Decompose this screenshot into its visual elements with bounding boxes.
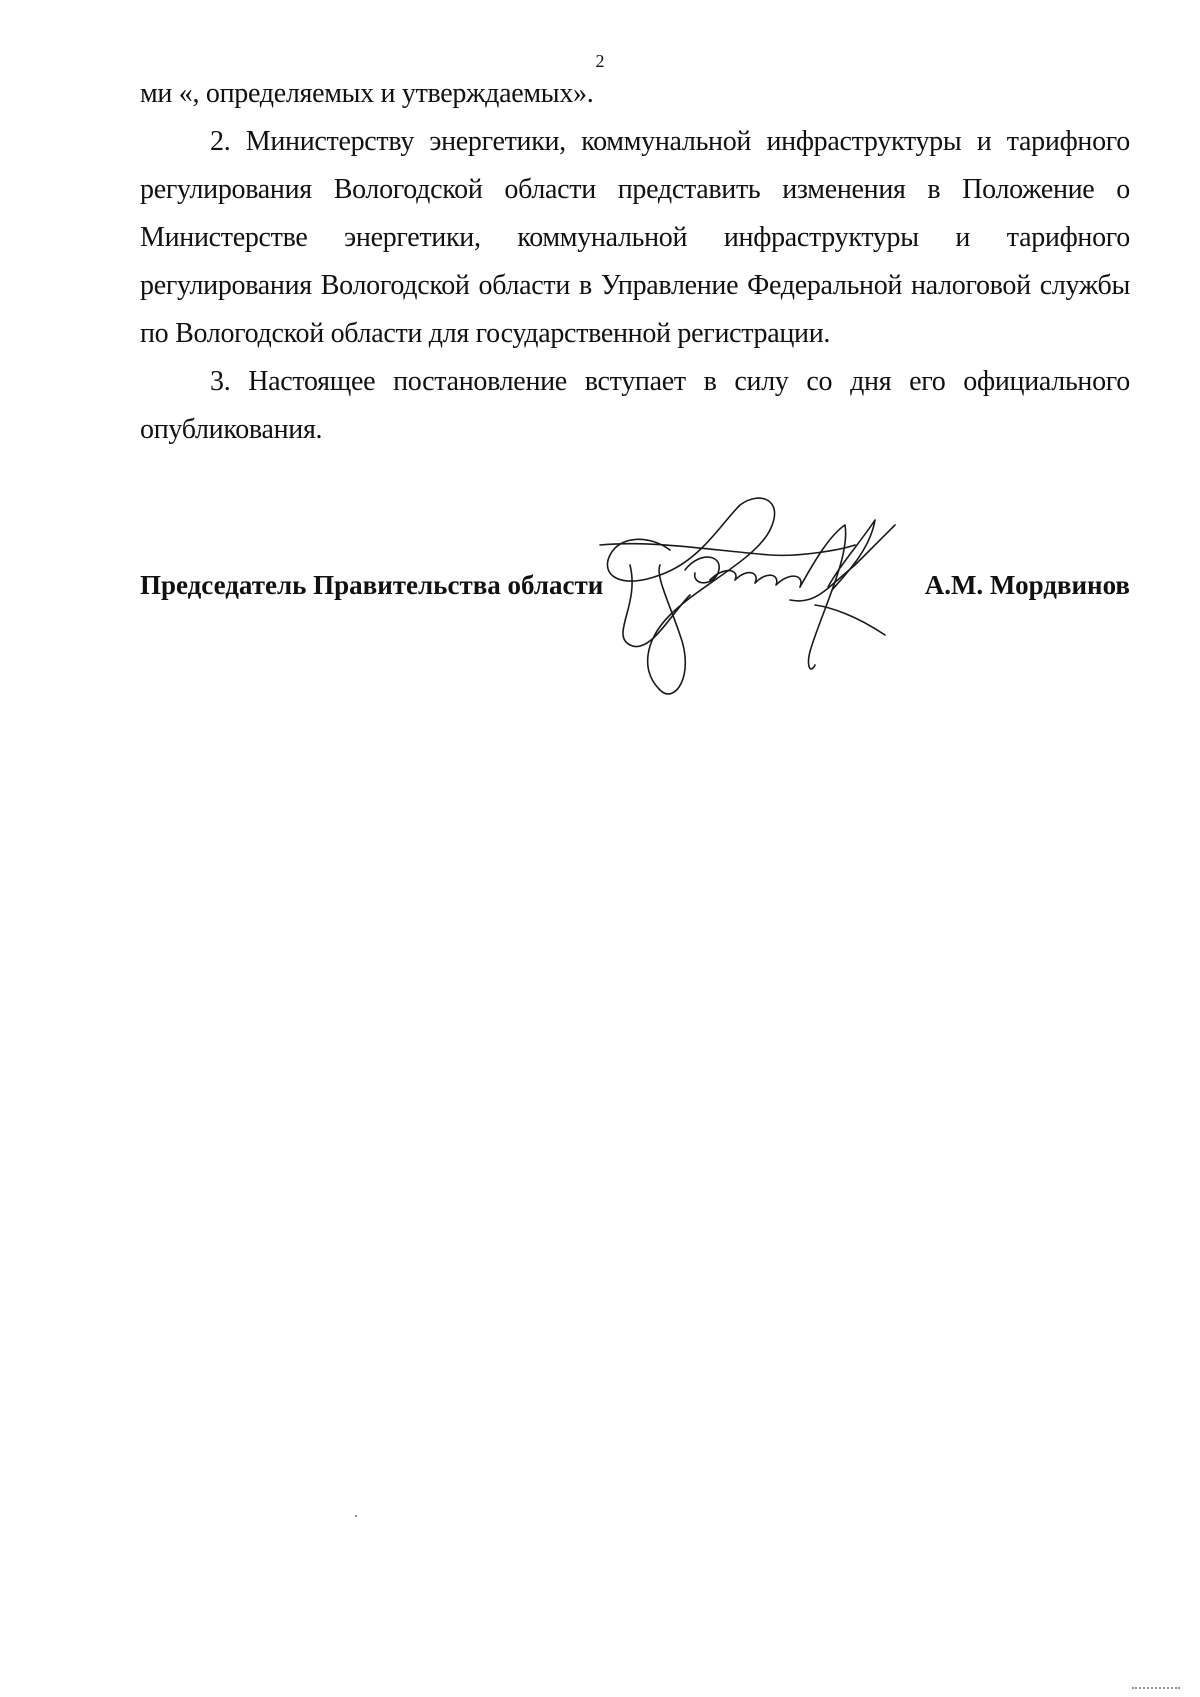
document-body [140,70,1130,454]
scan-artifact [1132,1687,1180,1693]
handwritten-signature-icon [600,495,940,695]
signer-position: Председатель Правительства области [140,570,604,600]
signer-name: А.М. Мордвинов [924,570,1130,600]
paragraph-2: 2. Министерству энергетики, коммунальной инфраструктуры и тарифного регулирования Вологодской области представить изменения в Положение о Министерстве энергетики, коммунальной инфраструктуры и тарифного регулирования Вологодской области в Управление Федеральной налоговой службы по Вологодской области для государственной регистрации. [140,126,1130,349]
paragraph-continuation: ми «, определяемых и утверждаемых». [140,78,594,109]
scan-dot [355,1515,357,1517]
paragraph-3: 3. Настоящее постановление вступает в силу со дня его официального опубликования. [140,366,1130,445]
page-number: 2 [595,51,605,71]
